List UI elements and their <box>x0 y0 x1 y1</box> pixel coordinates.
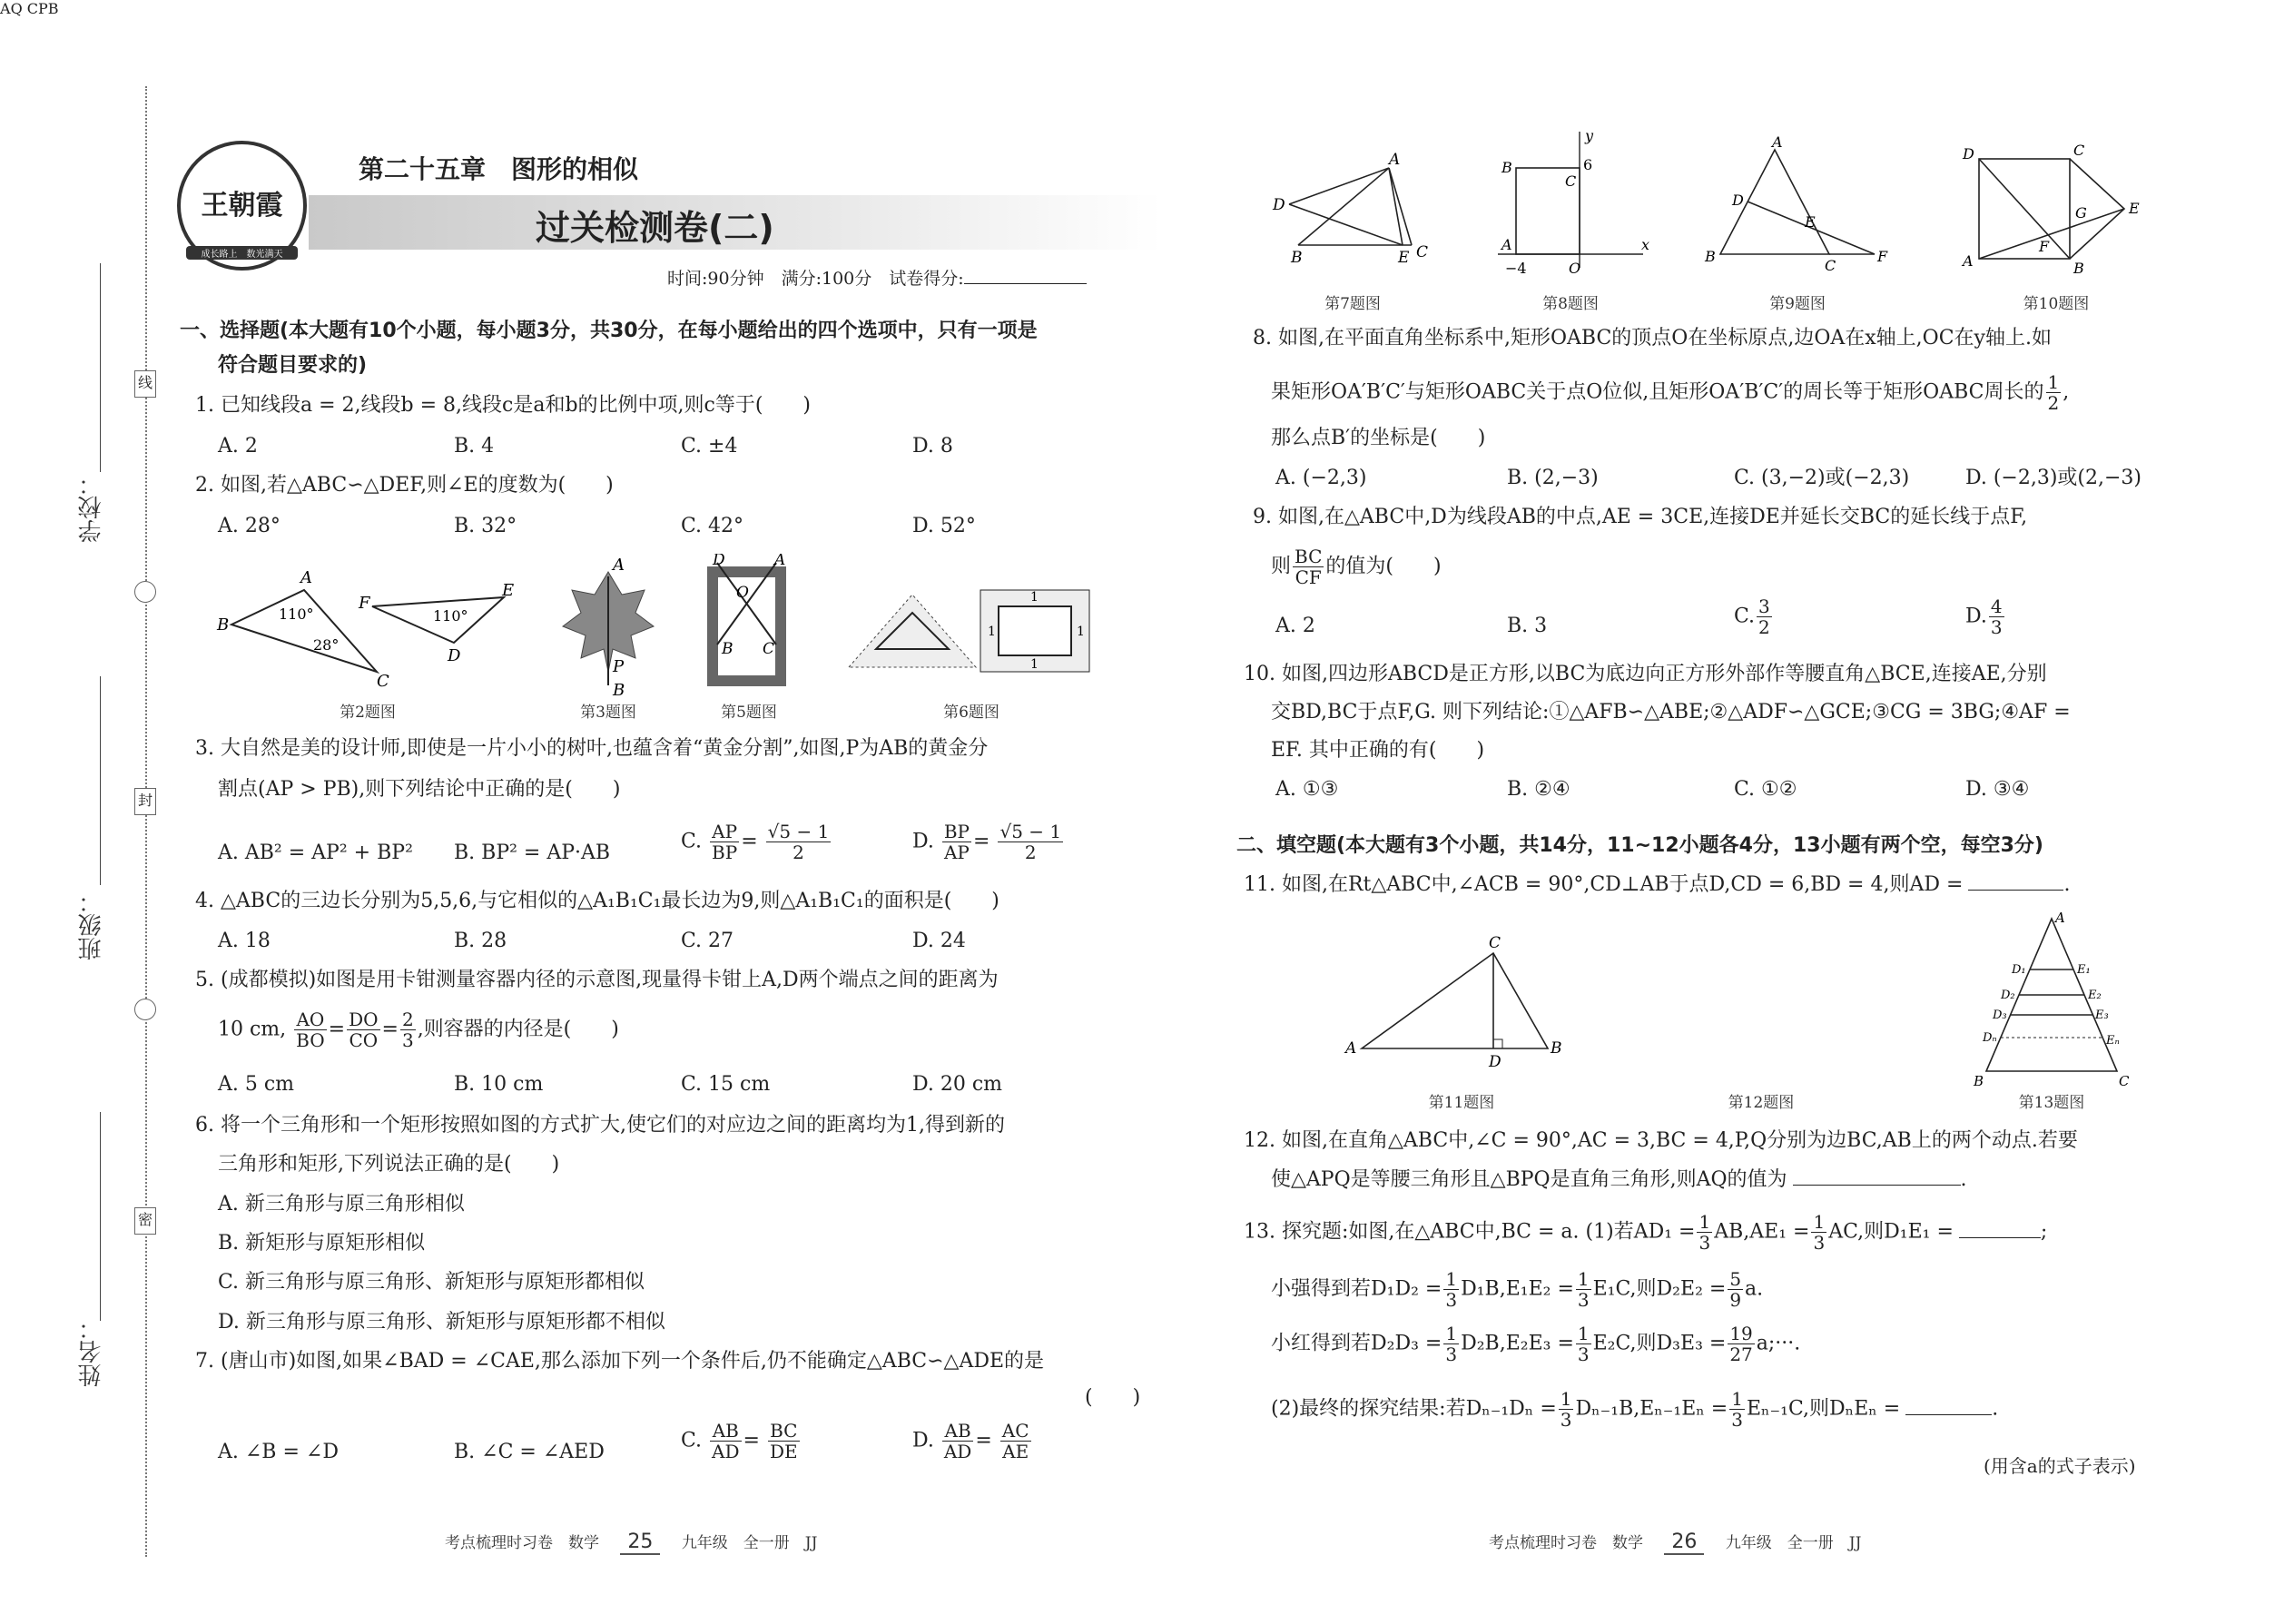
q9-option-c[interactable] <box>1734 596 1774 637</box>
svg-text:E: E <box>1398 249 1410 267</box>
q2-option-b[interactable]: B. 32° <box>454 515 517 537</box>
q13-s2b: D₁B,E₁E₂ = <box>1461 1277 1574 1301</box>
q11-text: 11. 如图,在Rt△ABC中,∠ACB = 90°,CD⊥AB于点D,CD = 6,BD = 4,则AD = <box>1244 873 1964 896</box>
q13-f3c-n: 19 <box>1729 1323 1753 1344</box>
q9-fn: BC <box>1295 546 1323 567</box>
svg-text:6: 6 <box>1583 156 1593 173</box>
q13-frac-1a <box>1697 1212 1712 1253</box>
q13-s1b: AB,AE₁ = <box>1714 1220 1810 1244</box>
q10-stem-3: EF. 其中正确的有( ) <box>1271 739 1485 762</box>
q5-f2n: DO <box>349 1009 379 1030</box>
q11-stem: 11. 如图,在Rt△ABC中,∠ACB = 90°,CD⊥AB于点D,CD = 6,BD = 4,则AD = . <box>1244 873 2071 896</box>
scissors-icon <box>134 581 156 603</box>
q5-option-b[interactable]: B. 10 cm <box>454 1073 544 1096</box>
q8-option-b[interactable]: B. (2,−3) <box>1507 467 1599 489</box>
q13-frac-2a <box>1443 1269 1459 1310</box>
q13-frac-2c <box>1728 1269 1743 1310</box>
q7-d-label: D. <box>912 1429 934 1452</box>
q12-answer-blank[interactable] <box>1793 1185 1961 1186</box>
q5-f1n: AO <box>294 1009 326 1030</box>
svg-text:B: B <box>613 681 625 699</box>
q7-stem: 7. (唐山市)如图,如果∠BAD = ∠CAE,那么添加下列一个条件后,仍不能确定△ABC∽△ADE的是 <box>195 1350 1045 1373</box>
q8-stem-2: 果矩形OA′B′C′与矩形OABC关于点O位似,且矩形OA′B′C′的周长等于矩形OABC周长的 $\frac{1}{2}$ , <box>1271 371 2070 414</box>
svg-text:D₃: D₃ <box>1993 1009 2007 1022</box>
q13-f2b-d: 3 <box>1577 1289 1590 1311</box>
q3-stem-2: 割点(AP > PB),则下列结论中正确的是( ) <box>218 778 621 801</box>
q9-d-label: D. <box>1965 605 1987 628</box>
q7-c2d: DE <box>769 1441 798 1462</box>
q3-d-rnum: √5 − 1 <box>999 821 1062 842</box>
q13-frac-4a <box>1559 1389 1574 1430</box>
q5-f1d: BO <box>296 1029 325 1051</box>
footer-right-grade: 九年级 全一册 JJ <box>1725 1534 1862 1552</box>
figure-q11 <box>1344 935 1580 1071</box>
scissors-icon <box>134 999 156 1020</box>
q13-f3b-n: 1 <box>1577 1323 1590 1344</box>
q13-f1b-d: 3 <box>1813 1232 1826 1254</box>
q13-s3c: E₂C,则D₃E₃ = <box>1592 1332 1727 1355</box>
q7-d1n: AB <box>942 1421 973 1442</box>
q3-c-rnum: √5 − 1 <box>767 821 830 842</box>
q9-d-num: 4 <box>1990 595 2003 617</box>
binding-line <box>145 86 147 1557</box>
q8-option-c[interactable]: C. (3,−2)或(−2,3) <box>1734 467 1910 489</box>
q13-blank-1[interactable] <box>1959 1237 2041 1238</box>
q13-f3b-d: 3 <box>1577 1343 1590 1365</box>
svg-text:−4: −4 <box>1505 260 1527 277</box>
q10-stem-1: 10. 如图,四边形ABCD是正方形,以BC为底边向正方形外部作等腰直角△BCE,连接AE,分别 <box>1244 663 2047 685</box>
q3-c-num: AP <box>710 822 739 842</box>
svg-text:C: C <box>1489 935 1501 952</box>
q5-stem-2 <box>218 1009 619 1050</box>
svg-text:D: D <box>1273 196 1285 214</box>
q5-frac3 <box>400 1009 416 1050</box>
q5-f3d: 3 <box>401 1029 414 1051</box>
q13-frac-3a <box>1443 1324 1459 1364</box>
footer-right <box>1489 1530 1861 1555</box>
svg-text:A: A <box>300 568 312 587</box>
q13-line-3 <box>1271 1324 1800 1364</box>
q9-c-num: 3 <box>1758 595 1770 617</box>
score-field[interactable] <box>964 283 1087 284</box>
figure-q3-leaf <box>558 554 658 699</box>
q9-pre: 则 <box>1271 555 1292 578</box>
page-title: 过关检测卷(二) <box>536 208 774 248</box>
svg-text:D: D <box>1732 192 1744 209</box>
svg-text:110°: 110° <box>279 605 314 623</box>
svg-text:Eₙ: Eₙ <box>2106 1034 2120 1048</box>
q13-s3b: D₂B,E₂E₃ = <box>1461 1332 1574 1355</box>
q13-s4a: (2)最终的探究结果:若Dₙ₋₁Dₙ = <box>1271 1397 1557 1421</box>
q7-d-frac1 <box>942 1421 973 1462</box>
svg-text:D: D <box>713 554 725 569</box>
svg-text:x: x <box>1641 236 1650 253</box>
q13-frac-2b <box>1576 1269 1591 1310</box>
q7-option-b[interactable]: B. ∠C = ∠AED <box>454 1441 605 1463</box>
svg-text:B: B <box>1551 1039 1562 1058</box>
q3-stem-1: 3. 大自然是美的设计师,即使是一片小小的树叶,也蕴含着“黄金分割”,如图,P为AB的黄金分 <box>195 737 989 760</box>
q5-frac2 <box>347 1009 379 1050</box>
class-field[interactable] <box>100 676 101 885</box>
q7-c-frac2 <box>768 1421 800 1462</box>
q3-d-frac <box>942 822 971 862</box>
class-label: 班级： <box>78 890 105 960</box>
figure-q12 <box>1661 935 1861 1071</box>
svg-text:A: A <box>2055 910 2065 926</box>
q8-stem-3: 那么点B′的坐标是( ) <box>1271 427 1486 449</box>
q2-option-d[interactable]: D. 52° <box>912 515 976 537</box>
figure-q5-caliper <box>704 554 794 690</box>
figure-q8 <box>1489 123 1652 277</box>
svg-text:E: E <box>2129 200 2140 217</box>
svg-text:A: A <box>1963 252 1974 270</box>
q3-c-frac2 <box>766 822 832 862</box>
q10-stem-2: 交BD,BC于点F,G. 则下列结论:①△AFB∽△ABE;②△ADF∽△GCE;③CG = 3BG;④AF = <box>1271 701 2071 723</box>
q13-frac-1b <box>1811 1212 1826 1253</box>
q13-s1c: AC,则D₁E₁ = <box>1828 1220 1954 1244</box>
q11-answer-blank[interactable] <box>1968 890 2063 891</box>
footer-left-book: 考点梳理时习卷 数学 <box>445 1534 599 1552</box>
fig-cap-q11: 第11题图 <box>1428 1094 1495 1112</box>
q13-f3a-n: 1 <box>1445 1323 1458 1344</box>
q6-option-a[interactable]: A. 新三角形与原三角形相似 <box>218 1193 465 1216</box>
footer-left <box>445 1530 817 1555</box>
q8-option-a[interactable]: A. (−2,3) <box>1275 467 1367 489</box>
q3-d-den: AP <box>943 842 970 863</box>
svg-text:A: A <box>1501 236 1512 253</box>
figure-q10 <box>1952 141 2161 277</box>
q10-option-b[interactable]: B. ②④ <box>1507 778 1570 801</box>
section2-heading: 二、填空题(本大题有3个小题，共14分，11~12小题各4分，13小题有两个空，每空3分) <box>1236 834 2043 857</box>
q4-option-a[interactable]: A. 18 <box>218 930 271 952</box>
q13-s2d: a. <box>1745 1277 1764 1301</box>
q1-option-d[interactable]: D. 8 <box>912 435 953 458</box>
q3-d-rden: 2 <box>1024 842 1037 863</box>
q9-d-den: 3 <box>1990 616 2003 638</box>
q9-c-frac <box>1757 596 1772 637</box>
svg-text:A: A <box>774 554 786 569</box>
q13-s2a: 小强得到若D₁D₂ = <box>1271 1277 1442 1301</box>
q7-c1d: AD <box>712 1441 740 1462</box>
svg-text:1: 1 <box>1030 657 1039 672</box>
svg-text:O: O <box>1569 260 1581 277</box>
seal-feng: 封 <box>134 788 156 815</box>
fig-cap-q5: 第5题图 <box>721 704 777 722</box>
q3-d-label: D. <box>912 830 934 853</box>
q13-frac-4b <box>1729 1389 1745 1430</box>
svg-text:E₂: E₂ <box>2088 989 2102 1002</box>
q4-stem: 4. △ABC的三边长分别为5,5,6,与它相似的△A₁B₁C₁最长边为9,则△A₁B₁C₁的面积是( ) <box>195 890 999 912</box>
svg-text:C: C <box>763 640 775 658</box>
q5-f3n: 2 <box>401 1009 414 1030</box>
q3-d-num: BP <box>943 821 970 842</box>
svg-text:C: C <box>377 672 389 690</box>
q6-stem-1: 6. 将一个三角形和一个矩形按照如图的方式扩大,使它们的对应边之间的距离均为1,得到新的 <box>195 1114 1005 1137</box>
q9-c-label: C. <box>1734 605 1756 628</box>
svg-text:E₃: E₃ <box>2095 1009 2109 1022</box>
q13-f2c-n: 5 <box>1729 1268 1742 1290</box>
q13-f3c-d: 27 <box>1729 1343 1753 1365</box>
svg-text:A: A <box>1389 151 1401 169</box>
q8-stem-2-text: 果矩形OA′B′C′与矩形OABC关于点O位似,且矩形OA′B′C′的周长等于矩形OABC周长的 <box>1271 380 2044 404</box>
q3-option-b[interactable]: B. BP² = AP·AB <box>454 842 611 864</box>
svg-text:B: B <box>1291 249 1303 267</box>
q3-c-rden: 2 <box>793 842 804 863</box>
q5-post: ,则容器的内径是( ) <box>417 1018 619 1041</box>
q13-frac-3c <box>1728 1324 1754 1364</box>
q13-s3a: 小红得到若D₂D₃ = <box>1271 1332 1442 1355</box>
svg-text:y: y <box>1585 127 1594 144</box>
q3-d-frac2 <box>998 822 1063 862</box>
svg-text:E₁: E₁ <box>2077 963 2091 977</box>
svg-text:C: C <box>1416 243 1429 261</box>
svg-text:C: C <box>2119 1073 2130 1089</box>
q9-d-frac <box>1989 596 2004 637</box>
figure-q6 <box>844 581 1098 681</box>
q12-stem-1: 12. 如图,在直角△ABC中,∠C = 90°,AC = 3,BC = 4,P,Q分别为边BC,AB上的两个动点.若要 <box>1244 1129 2078 1152</box>
footer-left-grade: 九年级 全一册 JJ <box>681 1534 818 1552</box>
logo <box>177 141 307 271</box>
footer-right-book: 考点梳理时习卷 数学 <box>1489 1534 1643 1552</box>
name-field[interactable] <box>100 1112 101 1321</box>
svg-text:E: E <box>1805 213 1816 231</box>
svg-text:1: 1 <box>1077 625 1085 639</box>
svg-text:F: F <box>359 594 370 613</box>
logo-text: 王朝霞 <box>201 190 283 221</box>
svg-text:C: C <box>2073 142 2085 159</box>
exam-info <box>667 265 1087 290</box>
q12-text: 使△APQ是等腰三角形且△BPQ是直角三角形,则AQ的值为 <box>1271 1168 1787 1191</box>
fig-cap-q12: 第12题图 <box>1728 1094 1795 1112</box>
q13-blank-2[interactable] <box>1905 1414 1992 1415</box>
q3-c-label: C. <box>681 830 703 853</box>
q5-eq1: = <box>328 1018 346 1041</box>
q8-fd: 2 <box>2047 392 2060 414</box>
q2-option-a[interactable]: A. 28° <box>218 515 281 537</box>
section1-heading-2: 符合题目要求的) <box>218 354 368 377</box>
fig-cap-q9: 第9题图 <box>1769 295 1826 313</box>
school-label: 学校： <box>78 472 105 543</box>
q13-f4b-n: 1 <box>1731 1388 1743 1410</box>
figure-q13 <box>1961 908 2142 1089</box>
q5-option-d[interactable]: D. 20 cm <box>912 1073 1003 1096</box>
q9-fd: CF <box>1295 566 1322 588</box>
q4-option-c[interactable]: C. 27 <box>681 930 734 952</box>
school-field[interactable] <box>100 263 101 472</box>
q7-d-frac2 <box>1000 1421 1031 1462</box>
q1-option-c[interactable]: C. ±4 <box>681 435 738 458</box>
q1-option-a[interactable]: A. 2 <box>218 435 258 458</box>
q13-s3d: a;···. <box>1756 1332 1801 1355</box>
q6-option-d[interactable]: D. 新三角形与原三角形、新矩形与原矩形都不相似 <box>218 1311 665 1334</box>
svg-text:C: C <box>1565 172 1577 190</box>
section1-heading: 一、选择题(本大题有10个小题，每小题3分，共30分，在每小题给出的四个选项中，只有一项是 <box>180 320 1038 342</box>
q7-answer-paren[interactable]: ( ) <box>1085 1386 1141 1409</box>
q3-option-c[interactable]: C. $\frac{AP}{BP}$ = $\frac{√5 - 1}{2}$ <box>681 821 830 863</box>
q13-f2a-d: 3 <box>1445 1289 1458 1311</box>
fig-cap-q8: 第8题图 <box>1542 295 1599 313</box>
svg-text:G: G <box>2075 204 2087 221</box>
figure-q7 <box>1262 150 1443 268</box>
q5-frac1 <box>294 1009 326 1050</box>
q13-f4b-d: 3 <box>1731 1409 1743 1431</box>
q7-c2n: BC <box>768 1421 800 1442</box>
logo-tag: 成长路上 数光满天 <box>186 246 298 260</box>
q13-line-2 <box>1271 1269 1763 1310</box>
q5-f2d: CO <box>349 1029 379 1051</box>
svg-text:D₂: D₂ <box>2001 989 2015 1002</box>
q6-option-c[interactable]: C. 新三角形与原三角形、新矩形与原矩形都相似 <box>218 1271 645 1294</box>
q13-line-1: 13. 探究题:如图,在△ABC中,BC = a. (1)若AD₁ = $\frac{1}{3}$ AB,AE₁ = $\frac{1}{3}$ AC,则D₁E₁ = ; <box>1244 1211 2048 1254</box>
q3-c-frac <box>710 822 739 862</box>
svg-text:1: 1 <box>1030 590 1039 605</box>
fig-cap-q6: 第6题图 <box>943 704 999 722</box>
q13-f4a-n: 1 <box>1560 1388 1572 1410</box>
svg-text:A: A <box>1345 1039 1357 1058</box>
seal-xian: 线 <box>134 370 156 398</box>
fig-cap-q3: 第3题图 <box>580 704 636 722</box>
q13-f1a-d: 3 <box>1698 1232 1711 1254</box>
svg-text:D: D <box>1963 145 1974 162</box>
q9-option-a[interactable]: A. 2 <box>1275 615 1315 637</box>
q7-option-d[interactable]: D. $\frac{AB}{AD}$ = $\frac{AC}{AE}$ <box>912 1420 1029 1462</box>
svg-text:F: F <box>1877 248 1888 265</box>
q2-option-c[interactable]: C. 42° <box>681 515 744 537</box>
q8-fn: 1 <box>2047 371 2060 393</box>
q13-frac-3b <box>1576 1324 1591 1364</box>
exam-info-text: 时间:90分钟 满分:100分 试卷得分: <box>667 269 964 289</box>
svg-text:B: B <box>1974 1073 1984 1089</box>
svg-text:B: B <box>2073 260 2084 277</box>
q5-pre: 10 cm, <box>218 1018 287 1041</box>
svg-text:C: C <box>1825 257 1836 272</box>
q7-c-label: C. <box>681 1429 703 1452</box>
q9-post: 的值为( ) <box>1325 555 1442 578</box>
q1-stem: 1. 已知线段a = 2,线段b = 8,线段c是a和b的比例中项,则c等于( ) <box>195 394 812 417</box>
figure-q2 <box>213 563 522 690</box>
q13-f1a-n: 1 <box>1698 1211 1711 1233</box>
q13-s2c: E₁C,则D₂E₂ = <box>1592 1277 1727 1301</box>
q9-stem-2 <box>1271 546 1442 587</box>
q7-d2d: AE <box>1002 1441 1029 1462</box>
q2-stem: 2. 如图,若△ABC∽△DEF,则∠E的度数为( ) <box>195 474 614 497</box>
q10-option-d[interactable]: D. ③④ <box>1965 778 2030 801</box>
q4-option-d[interactable]: D. 24 <box>912 930 966 952</box>
figure-q9 <box>1698 136 1897 272</box>
svg-text:A: A <box>613 556 625 575</box>
svg-text:D₁: D₁ <box>2012 963 2026 977</box>
svg-text:B: B <box>1705 248 1716 265</box>
fig-cap-q10: 第10题图 <box>2023 295 2090 313</box>
q13-f4a-d: 3 <box>1560 1409 1572 1431</box>
svg-text:B: B <box>1501 159 1512 176</box>
fig-cap-q13: 第13题图 <box>2018 1094 2085 1112</box>
q8-option-d[interactable]: D. (−2,3)或(2,−3) <box>1965 467 2142 489</box>
svg-text:B: B <box>722 640 733 658</box>
q9-c-den: 2 <box>1758 616 1770 638</box>
seal-mi: 密 <box>134 1207 156 1235</box>
svg-text:D: D <box>448 646 461 665</box>
q3-option-a[interactable]: A. AB² = AP² + BP² <box>218 842 413 864</box>
svg-text:O: O <box>736 584 749 602</box>
q7-d1d: AD <box>943 1441 972 1462</box>
name-label: 姓名： <box>78 1316 105 1387</box>
q9-frac <box>1293 546 1324 587</box>
q7-c-frac1 <box>710 1421 741 1462</box>
q13-note: (用含a的式子表示) <box>1984 1455 2136 1477</box>
svg-text:P: P <box>613 657 625 676</box>
q9-option-b[interactable]: B. 3 <box>1507 615 1548 637</box>
q10-option-a[interactable]: A. ①③ <box>1275 778 1339 801</box>
q7-d2n: AC <box>1001 1420 1029 1442</box>
q3-c-den: BP <box>712 842 738 863</box>
page-number-right: 26 <box>1664 1530 1704 1555</box>
svg-text:E: E <box>502 581 515 600</box>
q7-option-c[interactable]: C. $\frac{AB}{AD}$ = $\frac{BC}{DE}$ <box>681 1420 798 1462</box>
q13-f1b-n: 1 <box>1813 1211 1826 1233</box>
q13-f2b-n: 1 <box>1577 1268 1590 1290</box>
svg-text:1: 1 <box>988 625 996 639</box>
q6-option-b[interactable]: B. 新矩形与原矩形相似 <box>218 1232 426 1255</box>
q6-stem-2: 三角形和矩形,下列说法正确的是( ) <box>218 1153 560 1176</box>
chapter-title: 第二十五章 图形的相似 <box>359 154 639 184</box>
q5-eq2: = <box>381 1018 399 1041</box>
q4-option-b[interactable]: B. 28 <box>454 930 507 952</box>
q7-option-a[interactable]: A. ∠B = ∠D <box>218 1441 339 1463</box>
q13-f2c-d: 9 <box>1729 1289 1742 1311</box>
q13-s4c: Eₙ₋₁C,则DₙEₙ = <box>1746 1397 1901 1421</box>
q8-stem-1: 8. 如图,在平面直角坐标系中,矩形OABC的顶点O在坐标原点,边OA在x轴上,OC在y轴上.如 <box>1253 327 2052 349</box>
q13-s4b: Dₙ₋₁B,Eₙ₋₁Eₙ = <box>1575 1397 1728 1421</box>
svg-text:F: F <box>2039 238 2050 255</box>
q12-stem-2: 使△APQ是等腰三角形且△BPQ是直角三角形,则AQ的值为 . <box>1271 1168 1967 1191</box>
q13-s1a: 13. 探究题:如图,在△ABC中,BC = a. (1)若AD₁ = <box>1244 1220 1696 1244</box>
fig-cap-q2: 第2题图 <box>340 704 396 722</box>
q1-option-b[interactable]: B. 4 <box>454 435 495 458</box>
svg-text:A: A <box>1772 136 1783 151</box>
page-number-left: 25 <box>620 1530 660 1555</box>
q3-option-d[interactable]: D. $\frac{BP}{AP}$ = $\frac{√5 - 1}{2}$ <box>912 821 1062 863</box>
svg-text:28°: 28° <box>313 636 340 654</box>
q7-c1n: AB <box>710 1421 741 1442</box>
q5-option-c[interactable]: C. 15 cm <box>681 1073 771 1096</box>
q13-f2a-n: 1 <box>1445 1268 1458 1290</box>
q5-stem-1: 5. (成都模拟)如图是用卡钳测量容器内径的示意图,现量得卡钳上A,D两个端点之间的距离为 <box>195 969 999 991</box>
q9-stem-1: 9. 如图,在△ABC中,D为线段AB的中点,AE = 3CE,连接DE并延长交BC的延长线于点F, <box>1253 506 2028 528</box>
q5-option-a[interactable]: A. 5 cm <box>218 1073 295 1096</box>
svg-text:B: B <box>217 615 230 635</box>
fig-cap-q7: 第7题图 <box>1324 295 1381 313</box>
q13-f3a-d: 3 <box>1445 1343 1458 1365</box>
q9-option-d[interactable] <box>1965 596 2006 637</box>
svg-text:D: D <box>1489 1053 1501 1071</box>
svg-text:Dₙ: Dₙ <box>1983 1031 1997 1045</box>
q13-line-4: (2)最终的探究结果:若Dₙ₋₁Dₙ = $\frac{1}{3}$ Dₙ₋₁B,Eₙ₋₁Eₙ = $\frac{1}{3}$ Eₙ₋₁C,则DₙEₙ = . <box>1271 1388 1999 1431</box>
q8-frac <box>2046 372 2062 413</box>
q10-option-c[interactable]: C. ①② <box>1734 778 1797 801</box>
svg-text:110°: 110° <box>433 607 468 625</box>
